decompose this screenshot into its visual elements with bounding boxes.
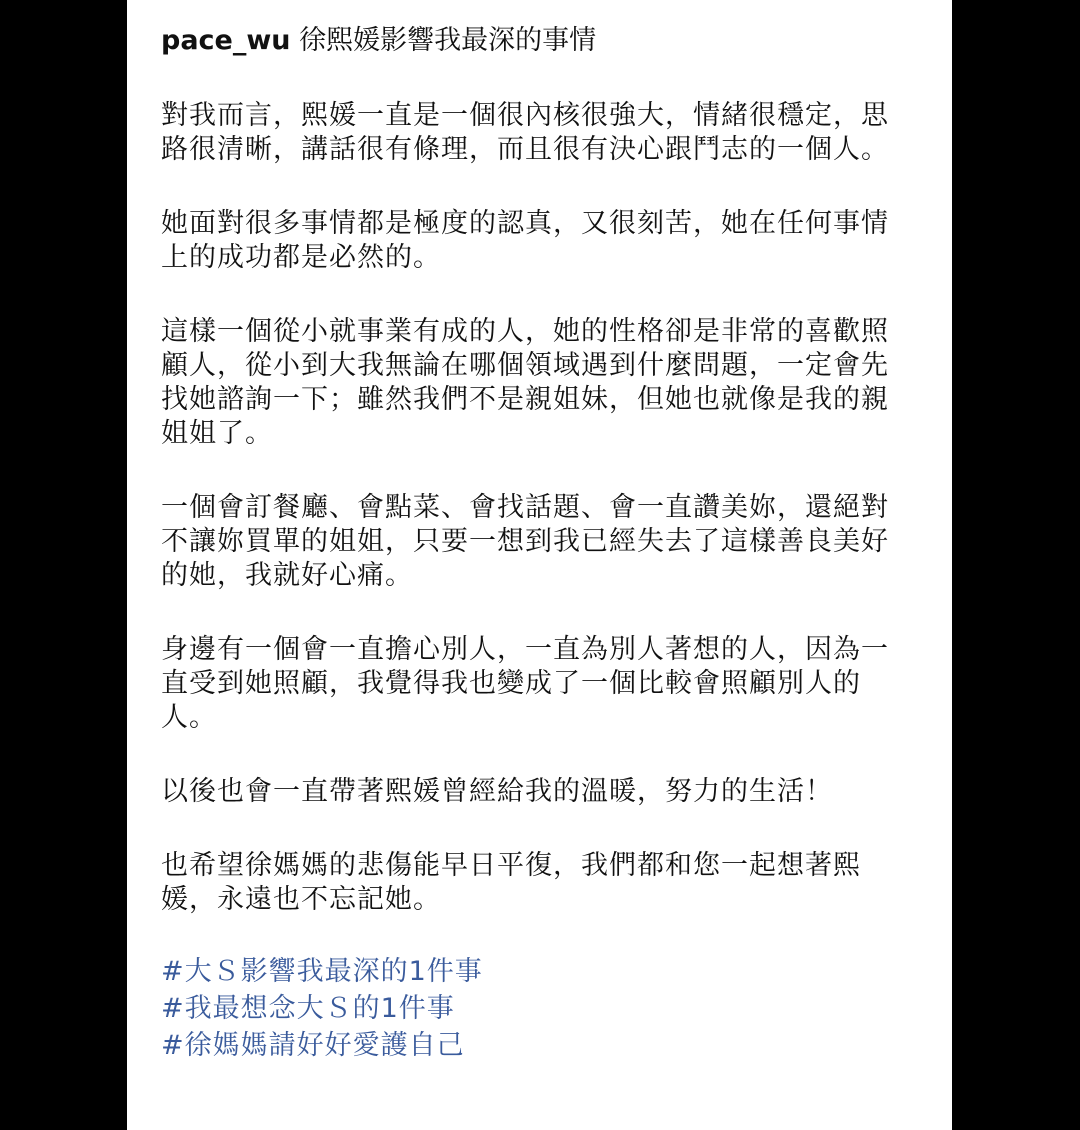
- post-title: 徐熙媛影響我最深的事情: [299, 25, 597, 56]
- post-caption: [161, 22, 906, 1064]
- hashtag-list: [161, 953, 906, 1064]
- caption-paragraph: 以後也會一直帶著熙媛曾經給我的溫暖，努力的生活！: [161, 776, 833, 807]
- caption-paragraph: 她面對很多事情都是極度的認真，又很刻苦，她在任何事情上的成功都是必然的。: [161, 208, 889, 273]
- caption-paragraph: 身邊有一個會一直擔心別人，一直為別人著想的人，因為一直受到她照顧，我覺得我也變成了一個比較會照顧別人的人。: [161, 634, 889, 733]
- caption-paragraph: 對我而言，熙媛一直是一個很內核很強大，情緒很穩定，思路很清晰，講話很有條理，而且很有決心跟鬥志的一個人。: [161, 100, 889, 165]
- post-card: [127, 0, 952, 1130]
- caption-paragraph: 這樣一個從小就事業有成的人，她的性格卻是非常的喜歡照顧人，從小到大我無論在哪個領域遇到什麼問題，一定會先找她諮詢一下；雖然我們不是親姐妹，但她也就像是我的親姐姐了。: [161, 316, 889, 449]
- caption-paragraph: 也希望徐媽媽的悲傷能早日平復，我們都和您一起想著熙媛，永遠也不忘記她。: [161, 850, 861, 915]
- caption-header: [161, 22, 906, 60]
- username-link[interactable]: pace_wu: [161, 25, 291, 56]
- hashtag-link[interactable]: #大Ｓ影響我最深的1件事: [161, 956, 483, 987]
- hashtag-link[interactable]: #我最想念大Ｓ的1件事: [161, 993, 455, 1024]
- caption-paragraph: 一個會訂餐廳、會點菜、會找話題、會一直讚美妳，還絕對不讓妳買單的姐姐，只要一想到我已經失去了這樣善良美好的她，我就好心痛。: [161, 492, 889, 591]
- hashtag-link[interactable]: #徐媽媽請好好愛護自己: [161, 1030, 465, 1061]
